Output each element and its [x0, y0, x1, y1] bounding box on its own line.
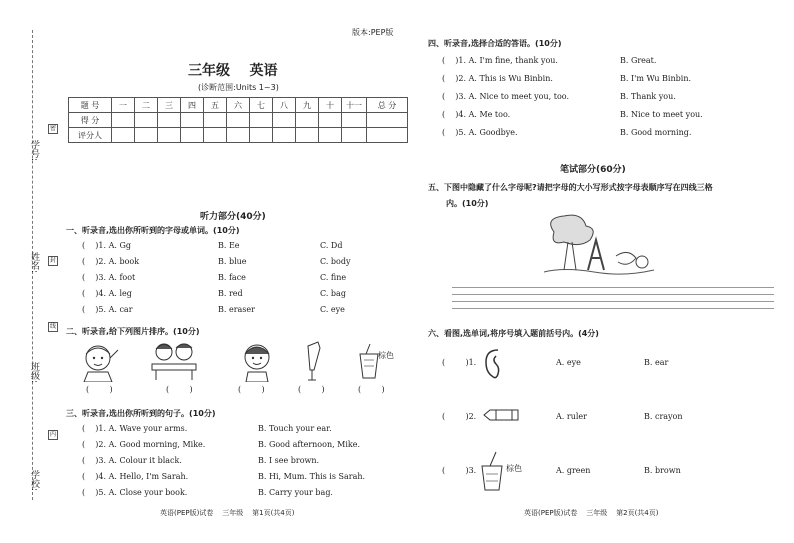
section3-title: 三、听录音,选出你所听到的句子。(10分) [66, 409, 216, 418]
ear-picture [482, 346, 504, 382]
section4-option-b: B. Thank you. [620, 92, 676, 101]
section6-item-num[interactable]: ( )3. [442, 466, 477, 475]
section4-option-b: B. Nice to meet you. [620, 110, 703, 119]
brown-bucket-picture-2 [478, 450, 506, 492]
seal-mark-feng: 封 [49, 257, 56, 264]
section6-item-num[interactable]: ( )1. [442, 358, 477, 367]
boy-face-picture [240, 340, 274, 382]
section1-option-b: B. face [218, 273, 246, 282]
section3-option-a: ( )4. A. Hello, I'm Sarah. [82, 472, 189, 481]
section4-option-a: ( )1. A. I'm fine, thank you. [442, 56, 558, 65]
section1-title: 一、听录音,选出你所听到的字母或单词。(10分) [66, 226, 240, 235]
section1-item-num: ( )4. A. leg [82, 289, 132, 298]
section3-option-a: ( )3. A. Colour it black. [82, 456, 182, 465]
section3-option-b: B. Hi, Mum. This is Sarah. [258, 472, 366, 481]
section4-title: 四、听录音,选择合适的答语。(10分) [428, 39, 562, 48]
two-children-picture [148, 340, 200, 382]
section3-option-b: B. Good afternoon, Mike. [258, 440, 361, 449]
score-table-header-cell: 六 [227, 98, 250, 113]
section4-option-a: ( )4. A. Me too. [442, 110, 511, 119]
score-table-header-cell: 三 [158, 98, 181, 113]
seal-mark-nei: 内 [49, 431, 56, 438]
section2-color-label: 棕色 [378, 351, 394, 360]
student-name-label: 姓名: [29, 252, 39, 274]
score-table-header-cell: 一 [112, 98, 135, 113]
section4-option-b: B. Great. [620, 56, 657, 65]
score-table [68, 97, 408, 143]
section2-answer-bracket[interactable]: ( ) [358, 385, 385, 394]
score-row-label: 得 分 [69, 113, 112, 128]
section3-option-a: ( )1. A. Wave your arms. [82, 424, 188, 433]
section5-title-line2: 内。(10分) [446, 199, 489, 208]
section1-option-b: B. blue [218, 257, 247, 266]
section1-option-b: B. eraser [218, 305, 255, 314]
section1-option-c: C. body [320, 257, 351, 266]
score-table-header-cell: 九 [296, 98, 319, 113]
grader-row-label: 评分人 [69, 128, 112, 143]
score-table-header-cell: 题 号 [69, 98, 112, 113]
score-table-header-cell: 十一 [342, 98, 367, 113]
school-label: 学校: [29, 470, 39, 492]
section1-option-c: C. fine [320, 273, 347, 282]
section1-option-c: C. bag [320, 289, 346, 298]
section2-title: 二、听录音,给下列图片排序。(10分) [66, 327, 200, 336]
section6-option-b: B. brown [644, 466, 681, 475]
class-label: 班级: [29, 362, 39, 384]
section1-option-c: C. Dd [320, 241, 343, 250]
section2-answer-bracket[interactable]: ( ) [166, 385, 193, 394]
footer-left: 英语(PEP版)试卷 三年级 第1页(共4页) [160, 509, 295, 517]
section3-option-a: ( )2. A. Good morning, Mike. [82, 440, 206, 449]
section6-option-b: B. ear [644, 358, 669, 367]
brown-bucket-picture [356, 342, 382, 380]
section1-item-num: ( )2. A. book [82, 257, 140, 266]
seal-mark-xian: 线 [49, 323, 56, 330]
section6-option-a: A. eye [556, 358, 581, 367]
section6-title: 六、看图,选单词,将序号填入题前括号内。(4分) [428, 329, 599, 338]
section3-option-b: B. Carry your bag. [258, 488, 333, 497]
section2-answer-bracket[interactable]: ( ) [86, 385, 113, 394]
section6-option-a: A. ruler [556, 412, 587, 421]
section4-option-b: B. Good morning. [620, 128, 692, 137]
student-number-label: 学号: [29, 140, 39, 162]
listening-part-title: 听力部分(40分) [200, 212, 266, 222]
section1-option-c: C. eye [320, 305, 345, 314]
exam-scope: (诊断范围:Units 1~3) [198, 83, 279, 92]
section1-option-b: B. Ee [218, 241, 240, 250]
section4-option-a: ( )2. A. This is Wu Binbin. [442, 74, 553, 83]
section5-title-line1: 五、下图中隐藏了什么字母呢?请把字母的大小写形式按字母表顺序写在四线三格 [428, 183, 713, 192]
section4-option-b: B. I'm Wu Binbin. [620, 74, 692, 83]
score-table-header-cell: 七 [250, 98, 273, 113]
section6-item-num[interactable]: ( )2. [442, 412, 477, 421]
boy-touching-head-picture [78, 340, 122, 382]
hidden-letters-picture [524, 212, 664, 282]
section1-item-num: ( )1. A. Gg [82, 241, 131, 250]
section3-option-a: ( )5. A. Close your book. [82, 488, 188, 497]
section1-item-num: ( )5. A. car [82, 305, 133, 314]
grader-row [69, 128, 408, 143]
score-table-header-row [69, 98, 408, 113]
section6-color-label: 棕色 [506, 464, 522, 473]
footer-right: 英语(PEP版)试卷 三年级 第2页(共4页) [524, 509, 659, 517]
section1-item-num: ( )3. A. foot [82, 273, 136, 282]
seal-mark-mi: 密 [49, 125, 56, 132]
score-table-header-cell: 四 [181, 98, 204, 113]
section6-option-b: B. crayon [644, 412, 683, 421]
section2-answer-bracket[interactable]: ( ) [298, 385, 325, 394]
section4-option-a: ( )5. A. Goodbye. [442, 128, 518, 137]
score-table-header-cell: 十 [319, 98, 342, 113]
score-table-header-cell: 总 分 [367, 98, 408, 113]
edition-label: 版本:PEP版 [352, 28, 394, 37]
section3-option-b: B. I see brown. [258, 456, 320, 465]
crayon-picture [302, 340, 326, 382]
written-part-title: 笔试部分(60分) [560, 165, 626, 175]
score-table-header-cell: 二 [135, 98, 158, 113]
section2-answer-bracket[interactable]: ( ) [238, 385, 265, 394]
section4-option-a: ( )3. A. Nice to meet you, too. [442, 92, 569, 101]
section1-option-b: B. red [218, 289, 243, 298]
score-table-header-cell: 五 [204, 98, 227, 113]
section6-option-a: A. green [556, 466, 591, 475]
score-table-header-cell: 八 [273, 98, 296, 113]
section3-option-b: B. Touch your ear. [258, 424, 332, 433]
page-title: 三年级 英语 [188, 63, 278, 79]
crayon-picture-2 [482, 404, 522, 426]
score-row [69, 113, 408, 128]
